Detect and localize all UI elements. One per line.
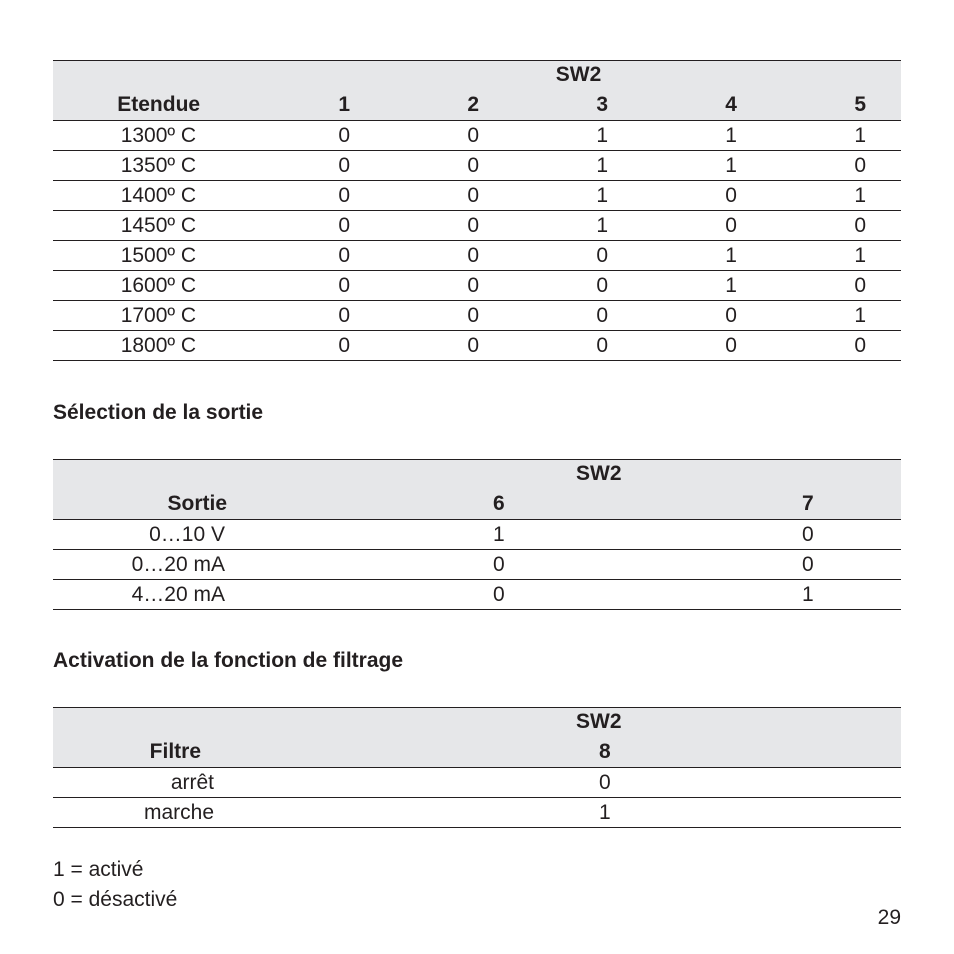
switch-cell: 0 <box>772 271 901 301</box>
section-title-filter: Activation de la fonction de filtrage <box>53 649 404 672</box>
table-row <box>53 121 901 151</box>
switch-cell: 1 <box>643 151 772 181</box>
table-header-row <box>53 89 901 121</box>
output-table <box>53 459 901 610</box>
switch-cell: 0 <box>256 331 385 361</box>
filter-table <box>53 707 901 828</box>
switch-cell: 0 <box>643 331 772 361</box>
table-row <box>53 331 901 361</box>
table-row <box>53 211 901 241</box>
column-header-switch-7: 7 <box>592 488 901 520</box>
switch-cell: 0 <box>643 181 772 211</box>
switch-cell: 0 <box>385 181 514 211</box>
table-row <box>53 798 901 828</box>
table-group-header-row <box>53 61 901 90</box>
switch-cell: 0 <box>772 211 901 241</box>
switch-cell: 1 <box>643 241 772 271</box>
table-row <box>53 580 901 610</box>
legend-active: 1 = activé <box>53 858 144 881</box>
switch-cell: 1 <box>592 580 901 610</box>
table-header-row <box>53 488 901 520</box>
output-cell: 0…20 mA <box>53 550 283 580</box>
table-row <box>53 151 901 181</box>
sw2-group-header: SW2 <box>256 61 901 90</box>
switch-cell: 0 <box>643 211 772 241</box>
range-cell: 1450º C <box>53 211 256 241</box>
switch-cell: 1 <box>514 211 643 241</box>
column-header-etendue: Etendue <box>53 89 256 121</box>
switch-cell: 1 <box>772 241 901 271</box>
range-cell: 1800º C <box>53 331 256 361</box>
switch-cell: 0 <box>256 151 385 181</box>
switch-cell: 0 <box>283 768 901 798</box>
table-row <box>53 301 901 331</box>
switch-cell: 0 <box>385 241 514 271</box>
switch-cell: 0 <box>256 241 385 271</box>
switch-cell: 0 <box>772 151 901 181</box>
switch-cell: 0 <box>256 121 385 151</box>
switch-cell: 0 <box>256 271 385 301</box>
switch-cell: 1 <box>514 151 643 181</box>
table-row <box>53 271 901 301</box>
table-group-header-row <box>53 708 901 737</box>
filter-cell: marche <box>53 798 283 828</box>
switch-cell: 1 <box>514 121 643 151</box>
sw2-group-header: SW2 <box>283 708 901 737</box>
switch-cell: 0 <box>256 301 385 331</box>
switch-cell: 0 <box>385 271 514 301</box>
column-header-filtre: Filtre <box>53 736 283 768</box>
switch-cell: 1 <box>772 181 901 211</box>
switch-cell: 0 <box>592 550 901 580</box>
column-header-switch-6: 6 <box>283 488 592 520</box>
table-row <box>53 768 901 798</box>
switch-cell: 0 <box>256 181 385 211</box>
range-table <box>53 60 901 361</box>
switch-cell: 0 <box>385 211 514 241</box>
sw2-group-header: SW2 <box>283 460 901 489</box>
range-cell: 1400º C <box>53 181 256 211</box>
table-row <box>53 520 901 550</box>
column-header-switch-8: 8 <box>283 736 901 768</box>
switch-cell: 0 <box>283 550 592 580</box>
switch-cell: 1 <box>772 121 901 151</box>
switch-cell: 0 <box>514 241 643 271</box>
column-header-switch-3: 3 <box>514 89 643 121</box>
switch-cell: 0 <box>592 520 901 550</box>
table-row <box>53 241 901 271</box>
switch-cell: 1 <box>514 181 643 211</box>
table-row <box>53 550 901 580</box>
section-title-output: Sélection de la sortie <box>53 401 264 424</box>
switch-cell: 0 <box>385 151 514 181</box>
switch-cell: 0 <box>514 331 643 361</box>
column-header-switch-2: 2 <box>385 89 514 121</box>
output-cell: 4…20 mA <box>53 580 283 610</box>
range-cell: 1700º C <box>53 301 256 331</box>
column-header-sortie: Sortie <box>53 488 283 520</box>
switch-cell: 0 <box>283 580 592 610</box>
table-group-header-row <box>53 460 901 489</box>
range-cell: 1500º C <box>53 241 256 271</box>
switch-cell: 0 <box>643 301 772 331</box>
range-cell: 1300º C <box>53 121 256 151</box>
legend-inactive: 0 = désactivé <box>53 888 178 911</box>
switch-cell: 1 <box>772 301 901 331</box>
switch-cell: 0 <box>385 301 514 331</box>
switch-cell: 1 <box>283 798 901 828</box>
column-header-switch-4: 4 <box>643 89 772 121</box>
range-cell: 1600º C <box>53 271 256 301</box>
switch-cell: 0 <box>256 211 385 241</box>
output-cell: 0…10 V <box>53 520 283 550</box>
column-header-switch-5: 5 <box>772 89 901 121</box>
switch-cell: 0 <box>772 331 901 361</box>
range-cell: 1350º C <box>53 151 256 181</box>
switch-cell: 0 <box>514 301 643 331</box>
switch-cell: 1 <box>643 271 772 301</box>
column-header-switch-1: 1 <box>256 89 385 121</box>
filter-cell: arrêt <box>53 768 283 798</box>
table-row <box>53 181 901 211</box>
switch-cell: 0 <box>514 271 643 301</box>
table-header-row <box>53 736 901 768</box>
page-number: 29 <box>877 906 901 929</box>
switch-cell: 1 <box>283 520 592 550</box>
switch-cell: 0 <box>385 331 514 361</box>
switch-cell: 0 <box>385 121 514 151</box>
switch-cell: 1 <box>643 121 772 151</box>
